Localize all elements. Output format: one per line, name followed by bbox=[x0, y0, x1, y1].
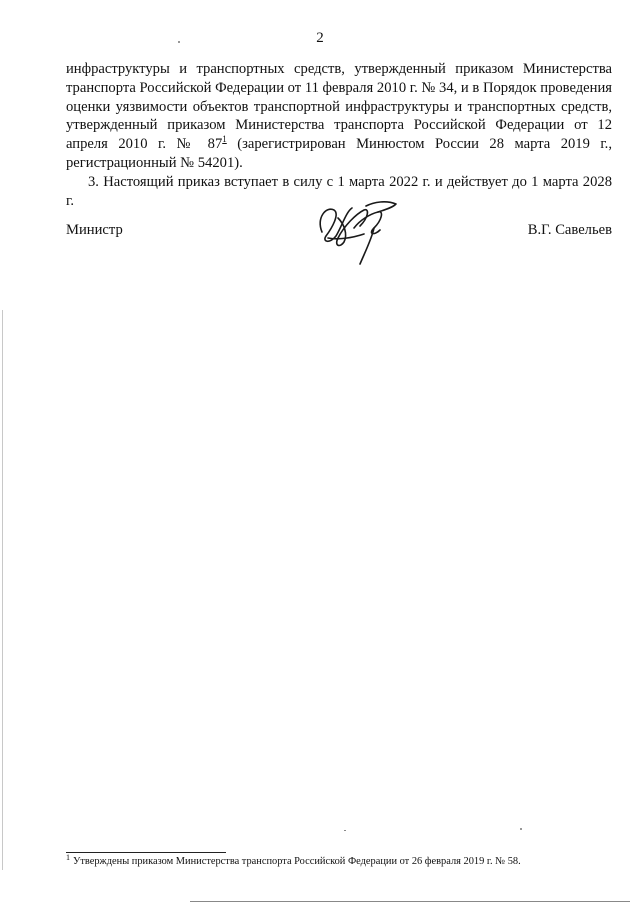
paragraph-amendment-text: инфраструктуры и транспортных средств, утвержденный приказом Министерства транспорта Российской Федерации от 11 февраля 2010 г. № 34, и в Порядок проведения оценки уязвимости объектов транспортной инфраструктуры и транспортных средств, утвержденный приказом Министерства транспорта Российской Федерации от 12 апреля 2010 г. № 87 bbox=[66, 61, 612, 153]
handwritten-signature bbox=[308, 188, 408, 268]
paragraph-amendment bbox=[66, 60, 612, 173]
signatory-name: В.Г. Савельев bbox=[527, 222, 612, 238]
page-number: 2 bbox=[316, 30, 324, 46]
footnote-text: Утверждены приказом Министерства транспорта Российской Федерации от 26 февраля 2019 г. № 58. bbox=[73, 856, 521, 867]
footnote bbox=[66, 852, 612, 868]
paragraph-amendment-tail: (зарегистрирован Минюстом России 28 марта 2019 г., регистрационный № 54201). bbox=[66, 136, 612, 171]
scan-speck bbox=[520, 828, 522, 830]
footnote-mark: 1 bbox=[66, 852, 70, 862]
footnote-reference[interactable]: 1 bbox=[222, 134, 227, 145]
scan-speck bbox=[344, 830, 346, 831]
footnote-separator bbox=[66, 852, 226, 853]
scan-speck bbox=[178, 41, 180, 43]
signatory-position: Министр bbox=[66, 222, 123, 238]
scan-edge-left bbox=[2, 310, 3, 870]
paragraph-effective-date: 3. Настоящий приказ вступает в силу с 1 марта 2022 г. и действует до 1 марта 2028 г. bbox=[66, 173, 612, 209]
scan-edge-bottom bbox=[190, 901, 630, 902]
